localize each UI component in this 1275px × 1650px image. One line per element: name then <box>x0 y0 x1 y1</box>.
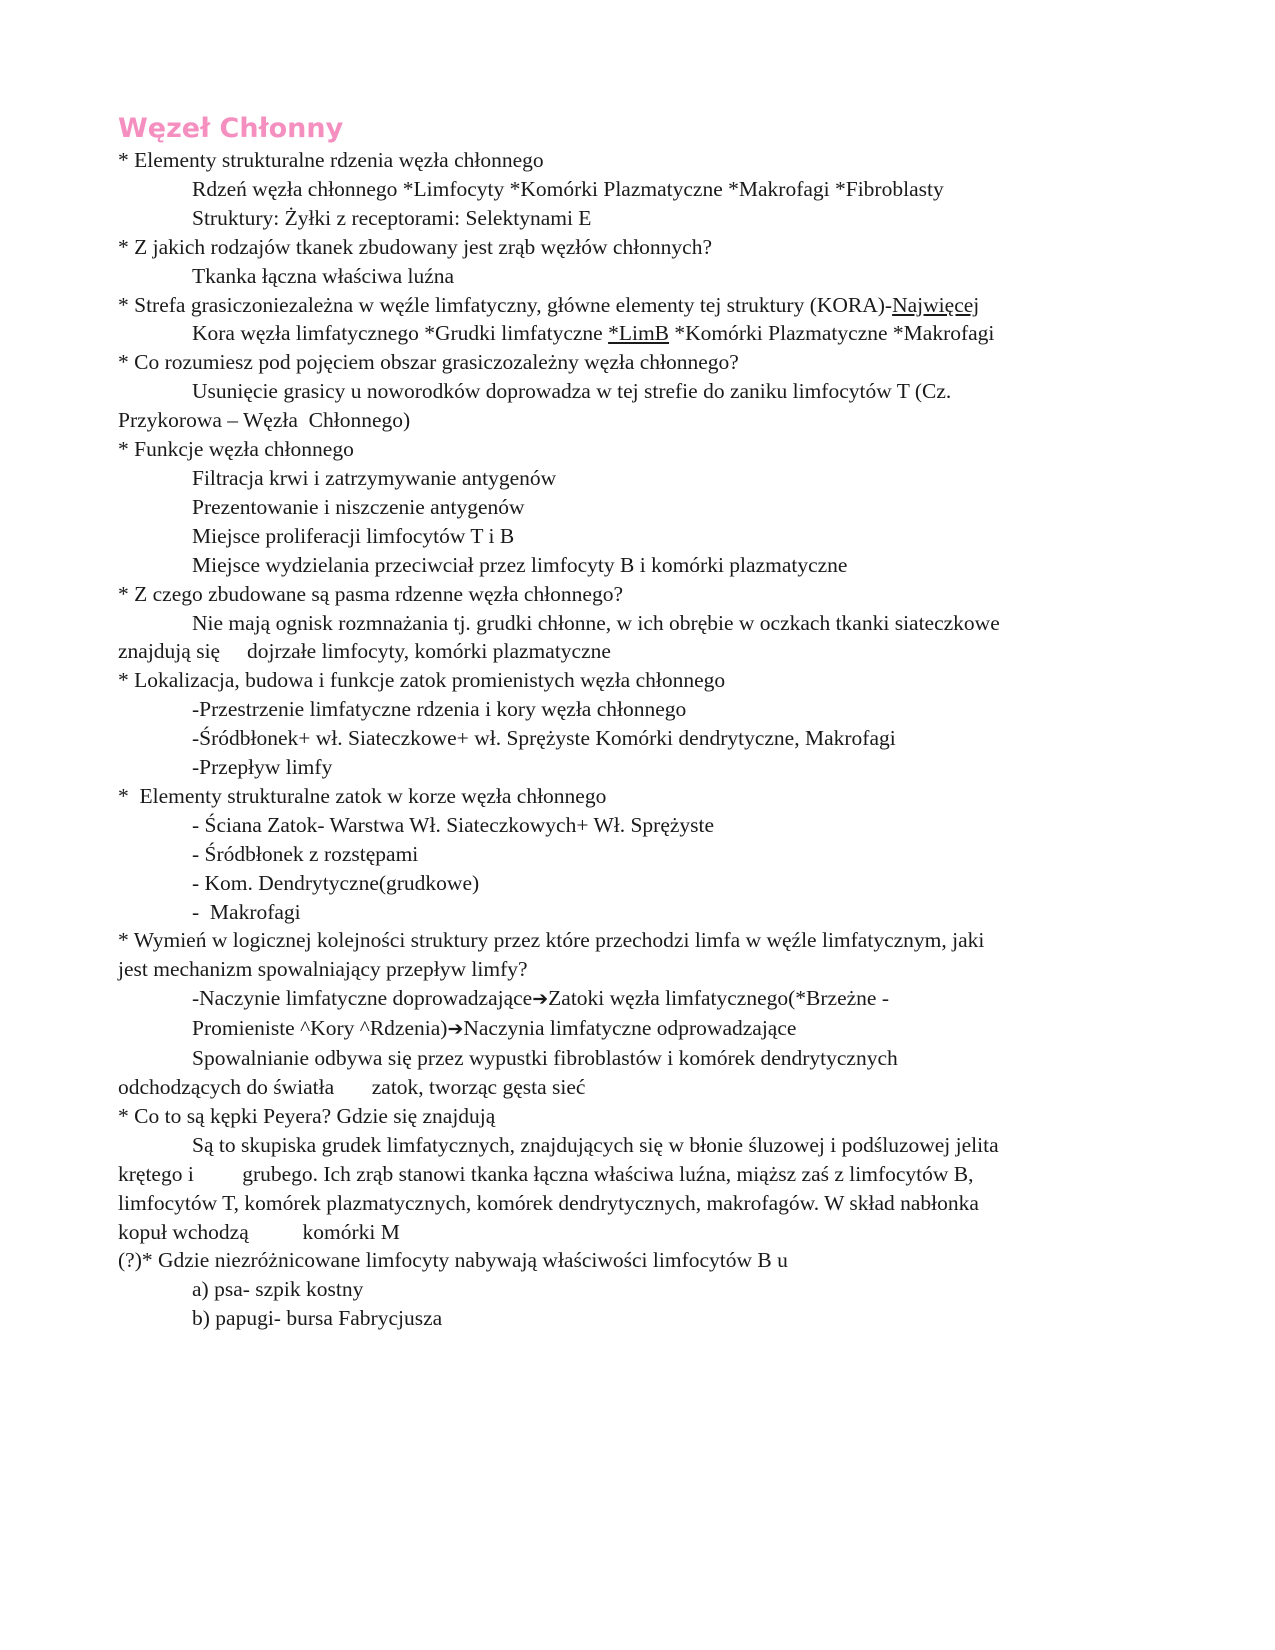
answer-line: - Makrofagi <box>192 899 301 924</box>
answer-line: znajdują się dojrzałe limfocyty, komórki plazmatyczne <box>118 639 611 664</box>
answer-text: *Komórki Plazmatyczne *Makrofagi <box>669 321 995 346</box>
answer-line: -Przestrzenie limfatyczne rdzenia i kory węzła chłonnego <box>192 697 687 722</box>
question-line: * Co rozumiesz pod pojęciem obszar grasiczozależny węzła chłonnego? <box>118 350 739 375</box>
underlined-text: Najwięcej <box>892 292 980 317</box>
answer-text: Naczynia limfatyczne odprowadzające <box>463 1016 797 1041</box>
answer-line: Miejsce wydzielania przeciwciał przez limfocyty B i komórki plazmatyczne <box>192 552 848 577</box>
question-line: * Z jakich rodzajów tkanek zbudowany jest zrąb węzłów chłonnych? <box>118 234 713 259</box>
document-page <box>118 112 1168 1333</box>
answer-line: Filtracja krwi i zatrzymywanie antygenów <box>192 465 557 490</box>
answer-line <box>118 319 1168 348</box>
answer-line: -Śródbłonek+ wł. Siateczkowe+ wł. Sprężyste Komórki dendrytyczne, Makrofagi <box>192 726 896 751</box>
answer-line: Przykorowa – Węzła Chłonnego) <box>118 408 411 433</box>
question-line: * Co to są kępki Peyera? Gdzie się znajdują <box>118 1103 496 1128</box>
answer-text: Promieniste ^Kory ^Rdzenia) <box>192 1016 448 1041</box>
answer-line: - Kom. Dendrytyczne(grudkowe) <box>192 870 480 895</box>
arrow-right-icon: ➔ <box>532 988 549 1011</box>
answer-line: Usunięcie grasicy u noworodków doprowadza w tej strefie do zaniku limfocytów T (Cz. <box>192 379 952 404</box>
answer-line: Są to skupiska grudek limfatycznych, znajdujących się w błonie śluzowej i podśluzowej jelita <box>192 1132 999 1157</box>
answer-line: Nie mają ognisk rozmnażania tj. grudki chłonne, w ich obrębie w oczkach tkanki siateczkowe <box>192 610 1000 635</box>
underlined-text: *LimB <box>608 321 670 346</box>
answer-line: Prezentowanie i niszczenie antygenów <box>192 494 525 519</box>
answer-line: b) papugi- bursa Fabrycjusza <box>192 1306 443 1331</box>
answer-text: Kora węzła limfatycznego *Grudki limfatyczne <box>192 321 609 346</box>
answer-line: a) psa- szpik kostny <box>192 1277 364 1302</box>
answer-line <box>118 984 1168 1014</box>
answer-text: -Naczynie limfatyczne doprowadzające <box>192 986 533 1011</box>
answer-text: Zatoki węzła limfatycznego(*Brzeżne - <box>548 986 889 1011</box>
answer-line: Struktury: Żyłki z receptorami: Selektynami E <box>192 205 592 230</box>
answer-line: Rdzeń węzła chłonnego *Limfocyty *Komórki Plazmatyczne *Makrofagi *Fibroblasty <box>192 176 944 201</box>
answer-line: Spowalnianie odbywa się przez wypustki fibroblastów i komórek dendrytycznych <box>192 1046 898 1071</box>
question-line: * Lokalizacja, budowa i funkcje zatok promienistych węzła chłonnego <box>118 668 726 693</box>
document-title: Węzeł Chłonny <box>118 113 344 144</box>
answer-line: - Ściana Zatok- Warstwa Wł. Siateczkowych+ Wł. Sprężyste <box>192 812 715 837</box>
answer-line: kopuł wchodzą komórki M <box>118 1219 400 1244</box>
answer-line <box>118 1014 1168 1044</box>
answer-line: odchodzących do światła zatok, tworząc gęsta sieć <box>118 1075 586 1099</box>
question-line: * Elementy strukturalne zatok w korze węzła chłonnego <box>118 783 607 808</box>
answer-line: -Przepływ limfy <box>192 755 333 780</box>
question-line: jest mechanizm spowalniający przepływ limfy? <box>118 957 528 982</box>
answer-line: Miejsce proliferacji limfocytów T i B <box>192 523 515 548</box>
answer-line: limfocytów T, komórek plazmatycznych, komórek dendrytycznych, makrofagów. W skład nabłonka <box>118 1190 979 1215</box>
answer-line: - Śródbłonek z rozstępami <box>192 841 419 866</box>
arrow-right-icon: ➔ <box>447 1018 464 1041</box>
answer-line: Tkanka łączna właściwa luźna <box>192 263 455 288</box>
question-line: * Funkcje węzła chłonnego <box>118 437 354 462</box>
question-text: * Strefa grasiczoniezależna w węźle limfatyczny, główne elementy tej struktury (KORA)- <box>118 292 893 317</box>
question-line: (?)* Gdzie niezróżnicowane limfocyty nabywają właściwości limfocytów B u <box>118 1248 788 1273</box>
question-line: * Elementy strukturalne rdzenia węzła chłonnego <box>118 148 544 172</box>
question-line: * Wymień w logicznej kolejności struktury przez które przechodzi limfa w węźle limfatycznym, jaki <box>118 928 985 953</box>
question-line: * Z czego zbudowane są pasma rdzenne węzła chłonnego? <box>118 581 624 606</box>
answer-line: krętego i grubego. Ich zrąb stanowi tkanka łączna właściwa luźna, miąższ zaś z limfocytów B, <box>118 1161 974 1186</box>
question-line <box>118 291 1168 320</box>
